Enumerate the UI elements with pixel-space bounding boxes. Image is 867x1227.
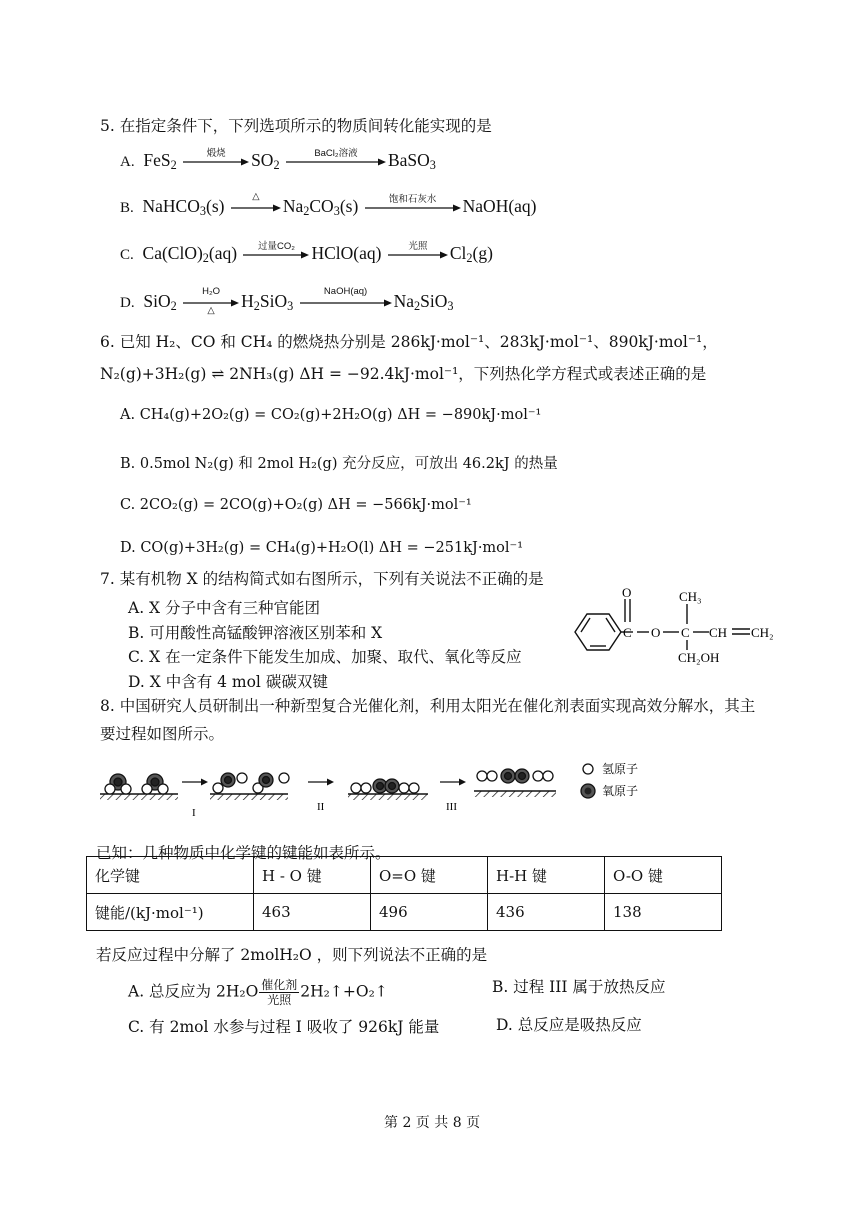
q6-option-b[interactable]: B. 0.5mol N₂(g) 和 2mol H₂(g) 充分反应，可放出 46.2kJ 的热量: [120, 456, 558, 472]
q8-option-c[interactable]: C. 有 2mol 水参与过程 I 吸收了 926kJ 能量: [128, 1018, 440, 1036]
q7-stem: 7. 某有机物 X 的结构简式如右图所示，下列有关说法不正确的是: [100, 570, 544, 588]
arrow-condition-bottom: △: [207, 305, 215, 316]
reactant: Ca(ClO): [142, 243, 203, 263]
table-cell: 436: [488, 894, 605, 931]
arrow-condition: BaCl₂溶液: [314, 147, 358, 159]
q8-stem-line1: 8. 中国研究人员研制出一种新型复合光催化剂，利用太阳光在催化剂表面实现高效分解水，其主: [100, 697, 756, 715]
subscript: 2: [170, 158, 177, 173]
product: SO: [251, 150, 274, 170]
product-part: CO: [309, 196, 334, 216]
reaction-arrow: [183, 285, 239, 316]
legend-oxygen: 氧原子: [602, 784, 639, 798]
reaction-condition: [259, 978, 299, 1007]
water-splitting-diagram: [98, 758, 678, 818]
legend-hydrogen: 氢原子: [602, 762, 639, 776]
state: (s): [339, 196, 359, 216]
state: (g): [472, 243, 493, 263]
q8-condition: 若反应过程中分解了 2molH₂O ，则下列说法不正确的是: [96, 946, 488, 964]
arrow-condition: △: [252, 190, 260, 202]
molecule-structure-x: [565, 584, 780, 669]
step-arrow-1: [182, 779, 208, 786]
vinyl-ch2: CH₂: [751, 625, 774, 640]
reaction-arrow: [286, 147, 386, 166]
step-label-2: II: [317, 801, 325, 813]
arrow-condition: 光照: [408, 240, 428, 252]
reaction-arrow: [183, 147, 249, 166]
step-label-3: III: [446, 801, 457, 813]
table-row-label: 键能/(kJ·mol⁻¹): [87, 894, 254, 931]
subscript: 3: [333, 204, 340, 219]
reactant: NaHCO: [142, 196, 200, 216]
q6-option-a[interactable]: A. CH₄(g)+2O₂(g) = CO₂(g)+2H₂O(g) ΔH = −890kJ·mol⁻¹: [120, 407, 542, 423]
table-header: O=O 键: [371, 857, 488, 894]
table-header-row: [87, 857, 722, 894]
reactant: FeS: [143, 150, 171, 170]
q8-known: 已知：几种物质中化学键的键能如表所示。: [96, 844, 391, 862]
q7-option-b[interactable]: B. 可用酸性高锰酸钾溶液区别苯和 X: [128, 624, 383, 642]
benzene-ring: [575, 614, 621, 650]
arrow-condition: 煅烧: [206, 147, 226, 159]
q5-option-b[interactable]: [120, 190, 537, 219]
subscript: 3: [447, 299, 454, 314]
q6-option-c[interactable]: C. 2CO₂(g) = 2CO(g)+O₂(g) ΔH = −566kJ·mol⁻¹: [120, 497, 472, 513]
step-arrow-3: [440, 779, 466, 786]
table-cell: 138: [605, 894, 722, 931]
arrow-condition: NaOH(aq): [323, 285, 368, 297]
condition-top: 催化剂: [261, 978, 298, 992]
table-header: 化学键: [87, 857, 254, 894]
table-header: O-O 键: [605, 857, 722, 894]
arrow-condition: 过量CO₂: [258, 240, 295, 252]
state: (aq): [208, 243, 238, 263]
subscript: 2: [202, 251, 209, 266]
step-arrow-2: [308, 779, 334, 786]
reaction-arrow: [388, 240, 448, 259]
carbonyl-carbon: C: [623, 625, 632, 640]
product: NaOH(aq): [462, 196, 537, 216]
option-text: A. 总反应为 2H₂O: [128, 982, 259, 1001]
reaction-arrow: [243, 240, 309, 259]
product: Na: [282, 196, 304, 216]
q5-option-a[interactable]: [120, 147, 436, 173]
q8-stem-line2: 要过程如图所示。: [100, 725, 225, 743]
product-part: SiO: [259, 291, 288, 311]
subscript: 2: [466, 251, 473, 266]
ester-oxygen: O: [651, 625, 661, 640]
condition-bottom: 光照: [267, 993, 292, 1007]
subscript: 3: [429, 158, 436, 173]
subscript: 2: [413, 299, 421, 314]
table-cell: 496: [371, 894, 488, 931]
arrow-condition: 饱和石灰水: [388, 193, 437, 205]
subscript: 3: [287, 299, 294, 314]
hydroxymethyl-group: CH₂OH: [678, 650, 720, 665]
option-label: A.: [120, 154, 135, 170]
subscript: 3: [199, 204, 206, 219]
subscript: 2: [303, 204, 310, 219]
product: H: [241, 291, 254, 311]
step-label-1: I: [192, 807, 196, 818]
table-header: H - O 键: [254, 857, 371, 894]
arrow-condition-top: H₂O: [202, 285, 221, 297]
q7-option-d[interactable]: D. X 中含有 4 mol 碳碳双键: [128, 673, 328, 691]
catalyst-surfaces: [100, 791, 556, 800]
q5-option-d[interactable]: [120, 285, 454, 316]
q5-stem: 5. 在指定条件下，下列选项所示的物质间转化能实现的是: [100, 117, 492, 135]
q8-option-b[interactable]: B. 过程 III 属于放热反应: [492, 978, 666, 996]
q7-option-a[interactable]: A. X 分子中含有三种官能团: [128, 599, 321, 617]
product: Na: [393, 291, 414, 311]
reaction-arrow: [365, 193, 461, 212]
reaction-arrow: [300, 285, 392, 307]
subscript: 2: [170, 299, 177, 314]
q6-stem-line2: N₂(g)+3H₂(g) ⇌ 2NH₃(g) ΔH = −92.4kJ·mol⁻¹，下列热化学方程式或表述正确的是: [100, 365, 707, 383]
option-label: C.: [120, 247, 134, 263]
product: BaSO: [387, 150, 430, 170]
vinyl-ch: CH: [709, 625, 728, 640]
q8-option-a[interactable]: [128, 978, 388, 1007]
hydrogen-atom-legend-icon: [583, 764, 593, 774]
quaternary-carbon: C: [681, 625, 690, 640]
state: (s): [206, 196, 225, 216]
subscript: 2: [253, 299, 260, 314]
q6-option-d[interactable]: D. CO(g)+3H₂(g) = CH₄(g)+H₂O(l) ΔH = −251kJ·mol⁻¹: [120, 540, 524, 556]
option-text: 2H₂↑+O₂↑: [300, 982, 388, 1001]
q8-option-d[interactable]: D. 总反应是吸热反应: [496, 1016, 642, 1034]
q7-option-c[interactable]: C. X 在一定条件下能发生加成、加聚、取代、氧化等反应: [128, 648, 522, 666]
q5-option-c[interactable]: [120, 240, 493, 266]
product-part: SiO: [420, 291, 448, 311]
bond-energy-table: [86, 856, 722, 931]
reaction-arrow: [231, 190, 281, 212]
table-row: [87, 894, 722, 931]
reactant: SiO: [143, 291, 171, 311]
q6-stem-line1: 6. 已知 H₂、CO 和 CH₄ 的燃烧热分别是 286kJ·mol⁻¹、283kJ·mol⁻¹、890kJ·mol⁻¹，: [100, 333, 718, 351]
subscript: 2: [273, 158, 280, 173]
methyl-group: CH₃: [679, 589, 702, 604]
table-header: H-H 键: [488, 857, 605, 894]
table-cell: 463: [254, 894, 371, 931]
option-label: B.: [120, 200, 134, 216]
option-label: D.: [120, 295, 135, 311]
product: HClO(aq): [311, 243, 382, 263]
page-footer: 第 2 页 共 8 页: [384, 1115, 481, 1131]
carbonyl-oxygen: O: [622, 585, 632, 600]
product: Cl: [449, 243, 467, 263]
